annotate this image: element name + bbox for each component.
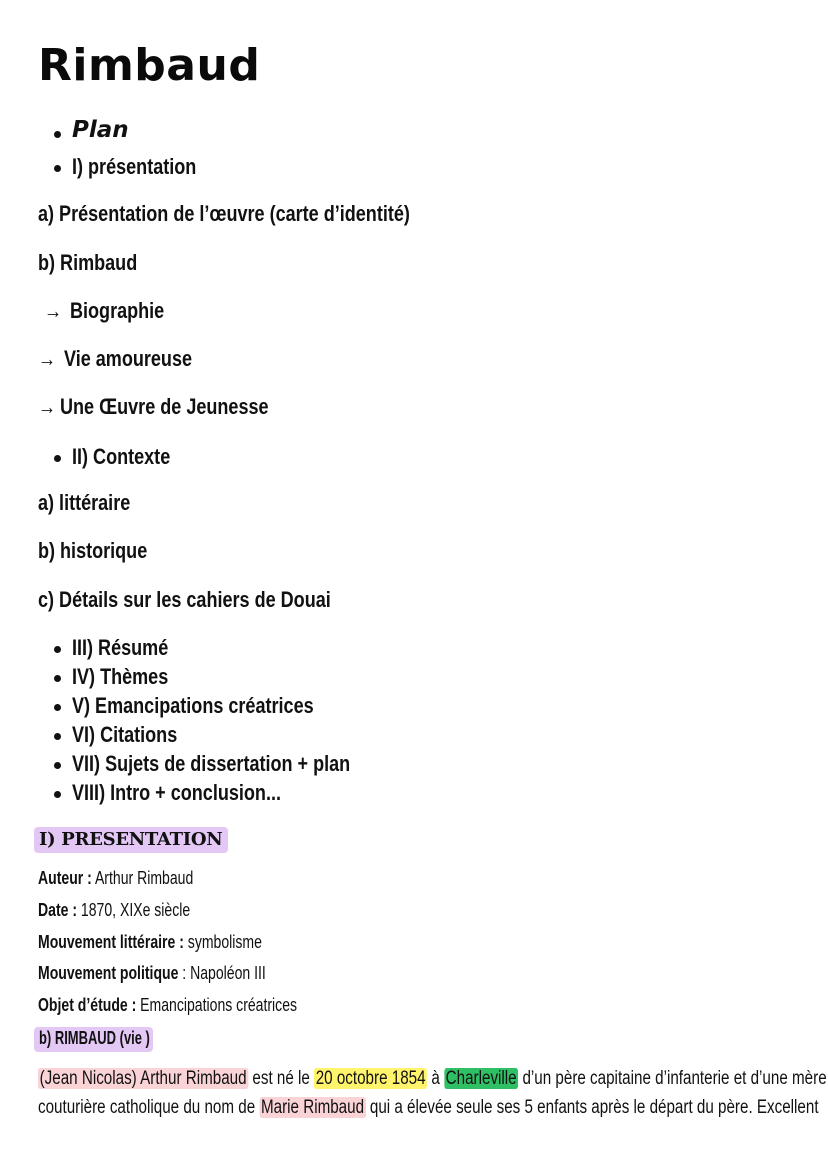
field-value: Arthur Rimbaud <box>91 868 194 888</box>
plan-part-2-c: c) Détails sur les cahiers de Douai <box>38 587 331 612</box>
field-value: : Napoléon III <box>178 963 266 983</box>
arrow-icon: → <box>38 346 57 371</box>
arrow-item-text: Biographie <box>70 298 165 323</box>
rimbaud-vie-heading-text: b) RIMBAUD (vie ) <box>39 1028 150 1048</box>
field-label: Objet d’étude : <box>38 995 137 1015</box>
arrow-item-vie-amoureuse <box>38 346 220 372</box>
bullet-icon <box>54 131 61 138</box>
arrow-item-text: Une Œuvre de Jeunesse <box>60 394 269 419</box>
name-highlight: (Jean Nicolas) Arthur Rimbaud <box>39 1068 247 1089</box>
document-title: Rimbaud <box>38 40 261 91</box>
field-label: Mouvement littéraire : <box>38 932 184 952</box>
field-label: Date : <box>38 900 78 920</box>
plan-part-5: V) Emancipations créatrices <box>72 693 314 718</box>
field-date <box>38 900 190 921</box>
plan-part-1-b: b) Rimbaud <box>38 250 138 275</box>
bullet-icon <box>54 791 61 798</box>
text-run: qui a élevée seule ses 5 enfants après le départ du père. Excellent <box>365 1097 819 1118</box>
bullet-icon <box>54 165 61 172</box>
plan-part-1-a: a) Présentation de l’œuvre (carte d’identité) <box>38 201 410 226</box>
arrow-icon: → <box>44 298 63 323</box>
text-run: est né le <box>248 1068 315 1089</box>
bullet-icon <box>54 675 61 682</box>
bullet-icon <box>54 455 61 462</box>
field-label: Auteur : <box>38 868 92 888</box>
place-highlight: Charleville <box>445 1068 517 1089</box>
plan-part-3: III) Résumé <box>72 635 169 660</box>
field-value: 1870, XIXe siècle <box>77 900 191 920</box>
field-value: Emancipations créatrices <box>136 995 298 1015</box>
bullet-icon <box>54 733 61 740</box>
presentation-heading: I) PRESENTATION <box>34 827 228 853</box>
field-objet-etude <box>38 995 297 1016</box>
plan-part-1: I) présentation <box>72 154 197 179</box>
plan-part-2-a: a) littéraire <box>38 490 131 515</box>
arrow-icon: → <box>38 394 57 419</box>
plan-label: Plan <box>72 117 129 143</box>
arrow-item-oeuvre-jeunesse <box>38 394 314 420</box>
field-auteur <box>38 868 193 889</box>
plan-part-7: VII) Sujets de dissertation + plan <box>72 751 351 776</box>
plan-part-8: VIII) Intro + conclusion... <box>72 780 281 805</box>
bullet-icon <box>54 762 61 769</box>
field-label: Mouvement politique <box>38 963 179 983</box>
text-run: d’un père capitaine d’infanterie et d’une mère <box>518 1068 827 1089</box>
arrow-item-biographie <box>44 298 185 324</box>
plan-part-2-b: b) historique <box>38 538 148 563</box>
name-highlight: Marie Rimbaud <box>260 1097 365 1118</box>
text-run: à <box>427 1068 445 1089</box>
arrow-item-text: Vie amoureuse <box>64 346 193 371</box>
bullet-icon <box>54 646 61 653</box>
field-mouvement-politique <box>38 963 266 984</box>
plan-part-2: II) Contexte <box>72 444 171 469</box>
date-highlight: 20 octobre 1854 <box>315 1068 426 1089</box>
field-value: symbolisme <box>183 932 262 952</box>
plan-part-6: VI) Citations <box>72 722 178 747</box>
text-run: couturière catholique du nom de <box>38 1097 260 1118</box>
bullet-icon <box>54 704 61 711</box>
plan-part-4: IV) Thèmes <box>72 664 169 689</box>
rimbaud-vie-heading <box>34 1027 153 1052</box>
biography-line-2 <box>38 1097 819 1119</box>
biography-line-1 <box>38 1068 827 1090</box>
field-mouvement-litteraire <box>38 932 262 953</box>
